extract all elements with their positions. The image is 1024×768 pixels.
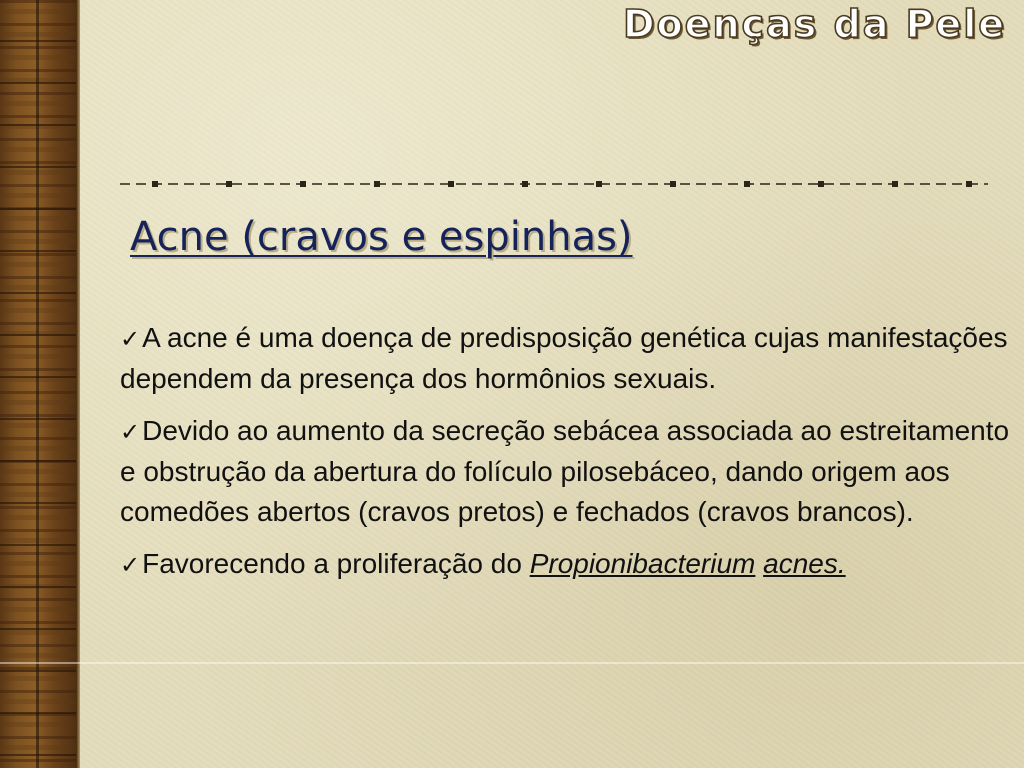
divider-dot [522,181,528,187]
bullet-item-3 [120,544,1010,585]
divider-dot [892,181,898,187]
check-icon: ✓ [120,551,141,579]
divider-dot [596,181,602,187]
check-icon: ✓ [120,325,141,353]
bullet-text-2: Devido ao aumento da secreção sebácea associada ao estreitamento e obstrução da abertura do folículo pilosebáceo, dando origem aos comedões abertos (cravos pretos) e fechados (cravos brancos). [120,415,1010,527]
decorative-wood-strip [0,0,78,768]
divider-dot [818,181,824,187]
genus-name: Propionibacterium [529,548,756,579]
bullet-text-3: Favorecendo a proliferação do [142,548,530,579]
horizontal-rule [0,662,1024,664]
check-icon: ✓ [120,418,141,446]
divider-dot [670,181,676,187]
species-name: acnes. [763,548,846,579]
divider-dot [300,181,306,187]
slide-heading: Acne (cravos e espinhas) [130,214,633,260]
wood-strip-pattern [0,0,78,768]
divider-dot [966,181,972,187]
dashed-divider [120,176,988,192]
wood-strip-edge [76,0,80,768]
bullet-item-1 [120,318,1010,399]
bullet-list [120,318,1010,597]
divider-dot [374,181,380,187]
divider-dot [226,181,232,187]
divider-dot [152,181,158,187]
slide-header-title: Doenças da Pele [623,2,1006,46]
bullet-text-1: A acne é uma doença de predisposição genética cujas manifestações dependem da presença dos hormônios sexuais. [120,322,1008,394]
divider-dot [744,181,750,187]
divider-dot [448,181,454,187]
bullet-item-2 [120,411,1010,532]
